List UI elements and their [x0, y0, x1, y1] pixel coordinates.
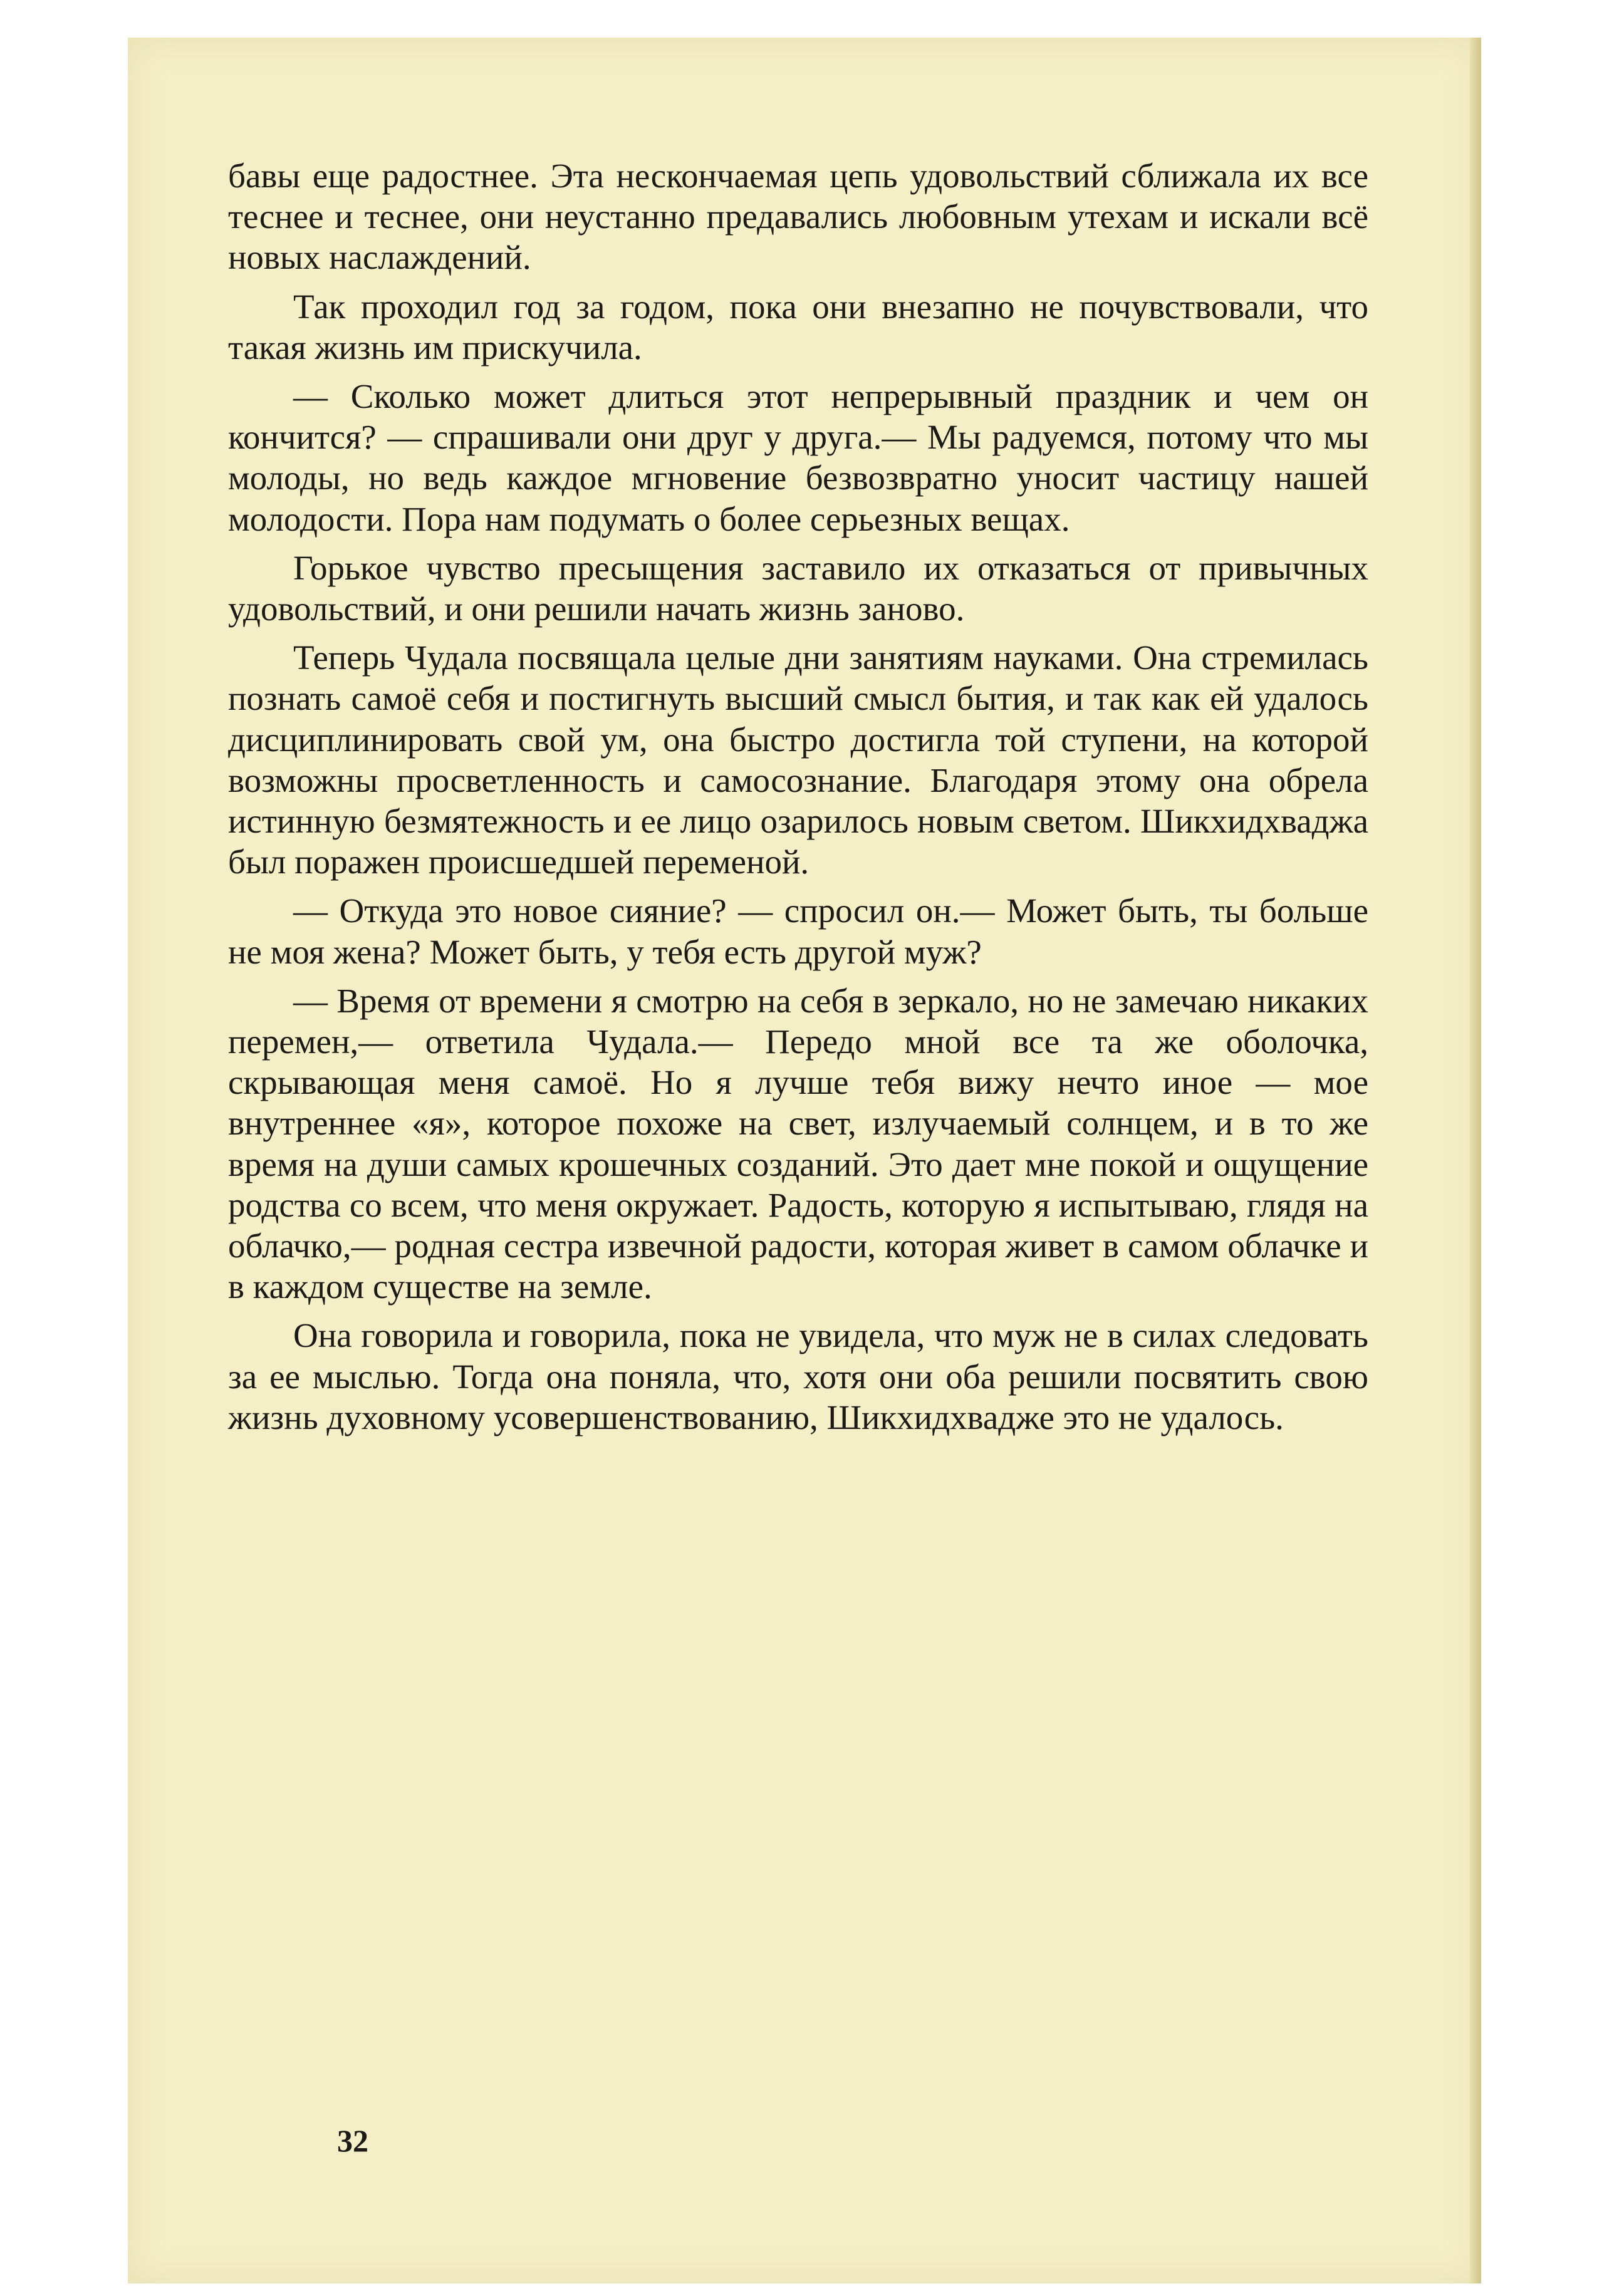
- paragraph-4: Горькое чувство пресыщения заставило их отказаться от привычных удовольствий, и они решили начать жизнь заново.: [228, 548, 1368, 628]
- paragraph-8: Она говорила и говорила, пока не увидела, что муж не в силах следовать за ее мыслью. Тогда она поняла, что, хотя они оба решили посвятить свою жизнь духовному усовершенствованию, Шикхидхвадже это не удалось.: [228, 1316, 1368, 1436]
- paragraph-2: Так проходил год за годом, пока они внезапно не почувствовали, что такая жизнь им прискучила.: [228, 287, 1368, 366]
- paragraph-5: Теперь Чудала посвящала целые дни занятиям науками. Она стремилась познать самоё себя и постигнуть высший смысл бытия, и так как ей удалось дисциплинировать свой ум, она быстро достигла той ступени, на которой возможны просветленность и самосознание. Благодаря этому она обрела истинную безмятежность и ее лицо озарилось новым светом. Шикхидхваджа был поражен происшедшей переменой.: [228, 638, 1368, 881]
- page-number: 32: [337, 2123, 368, 2158]
- page-text: [228, 155, 1368, 1446]
- page-edge: [1470, 38, 1481, 2283]
- paragraph-3: — Сколько может длиться этот непрерывный праздник и чем он кончится? — спрашивали они друг у друга.— Мы радуемся, потому что мы молоды, но ведь каждое мгновение безвозвратно уносит частицу нашей молодости. Пора нам подумать о более серьезных вещах.: [228, 377, 1368, 538]
- paragraph-1: бавы еще радостнее. Эта нескончаемая цепь удовольствий сближала их все теснее и теснее, они неустанно предавались любовным утехам и искали всё новых наслаждений.: [228, 157, 1368, 277]
- paragraph-6: — Откуда это новое сияние? — спросил он.— Может быть, ты больше не моя жена? Может быть, у тебя есть другой муж?: [228, 891, 1368, 971]
- paragraph-7: — Время от времени я смотрю на себя в зеркало, но не замечаю никаких перемен,— ответила Чудала.— Передо мной все та же оболочка, скрывающая меня самоё. Но я лучше тебя вижу нечто иное — мое внутреннее «я», которое похоже на свет, излучаемый солнцем, и в то же время на души самых крошечных созданий. Это дает мне покой и ощущение родства со всем, что меня окружает. Радость, которую я испытываю, глядя на облачко,— родная сестра извечной радости, которая живет в самом облачке и в каждом существе на земле.: [228, 981, 1368, 1306]
